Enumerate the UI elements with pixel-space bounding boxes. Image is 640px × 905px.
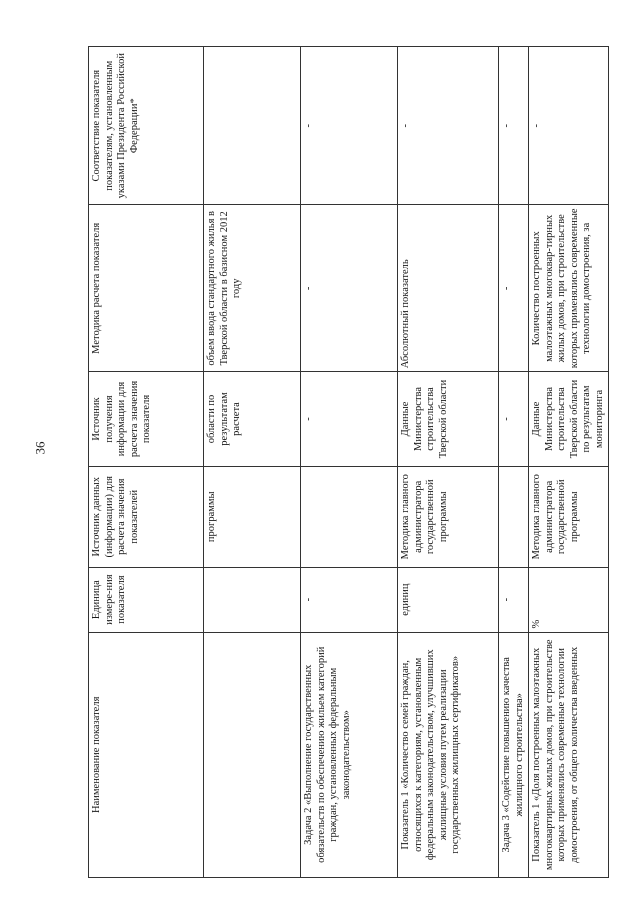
cell-unit: % (529, 567, 609, 632)
cell-compliance (204, 47, 301, 205)
header-compliance: Соответствие показателя показателям, установленным указами Президента Российской Федерации* (89, 47, 204, 205)
cell-origin: - (499, 372, 529, 467)
page-number: 36 (32, 441, 48, 455)
cell-unit (204, 567, 301, 632)
cell-name: Показатель 1 «Доля построенных малоэтажных многоквартирных жилых домов, при строительстве которых применялись современные технологии домостроения, от общего количества введенных (529, 632, 609, 877)
cell-method: Количество построенных малоэтажных многоквар-тирных жилых домов, при строительстве которых применялись современные технологии домостроения, за (529, 205, 609, 372)
cell-source: Методика главного администратора государственной программы (398, 466, 499, 567)
header-origin: Источник получения информации для расчета значения показателя (89, 372, 204, 467)
cell-origin: Данные Министерства строительства Тверской области по результатам мониторинга (529, 372, 609, 467)
header-unit: Единица измере-ния показателя (89, 567, 204, 632)
cell-compliance: - (398, 47, 499, 205)
rotated-table-wrapper (88, 46, 605, 878)
cell-unit: - (499, 567, 529, 632)
cell-name: Задача 2 «Выполнение государственных обязательств по обеспечению жильем категорий граждан, установленных федеральным законодательством» (301, 632, 398, 877)
indicators-table (88, 46, 609, 878)
table-row (529, 47, 609, 878)
header-method: Методика расчета показателя (89, 205, 204, 372)
cell-name: Показатель 1 «Количество семей граждан, относящихся к категориям, установленным федеральным законодательством, улучшивших жилищные условия путем реализации государственных жилищных сертификатов» (398, 632, 499, 877)
cell-method: объем ввода стандартного жилья в Тверской области в базисном 2012 году (204, 205, 301, 372)
table-row (398, 47, 499, 878)
cell-name (204, 632, 301, 877)
cell-unit: единиц (398, 567, 499, 632)
cell-origin: - (301, 372, 398, 467)
header-source: Источник данных (информации) для расчета значения показателей (89, 466, 204, 567)
cell-method: Абсолютный показатель (398, 205, 499, 372)
table-row (204, 47, 301, 878)
cell-source: Методика главного администратора государственной программы (529, 466, 609, 567)
cell-origin: Данные Министерства строительства Тверской области (398, 372, 499, 467)
cell-method: - (499, 205, 529, 372)
cell-source (301, 466, 398, 567)
header-name: Наименование показателя (89, 632, 204, 877)
table-row (301, 47, 398, 878)
cell-method: - (301, 205, 398, 372)
cell-compliance: - (499, 47, 529, 205)
cell-unit: - (301, 567, 398, 632)
table-header-row (89, 47, 204, 878)
cell-source: программы (204, 466, 301, 567)
cell-name: Задача 3 «Содействие повышению качества жилищного строительства» (499, 632, 529, 877)
cell-source (499, 466, 529, 567)
table-row (499, 47, 529, 878)
cell-compliance: - (529, 47, 609, 205)
cell-compliance: - (301, 47, 398, 205)
cell-origin: области по результатам расчета (204, 372, 301, 467)
